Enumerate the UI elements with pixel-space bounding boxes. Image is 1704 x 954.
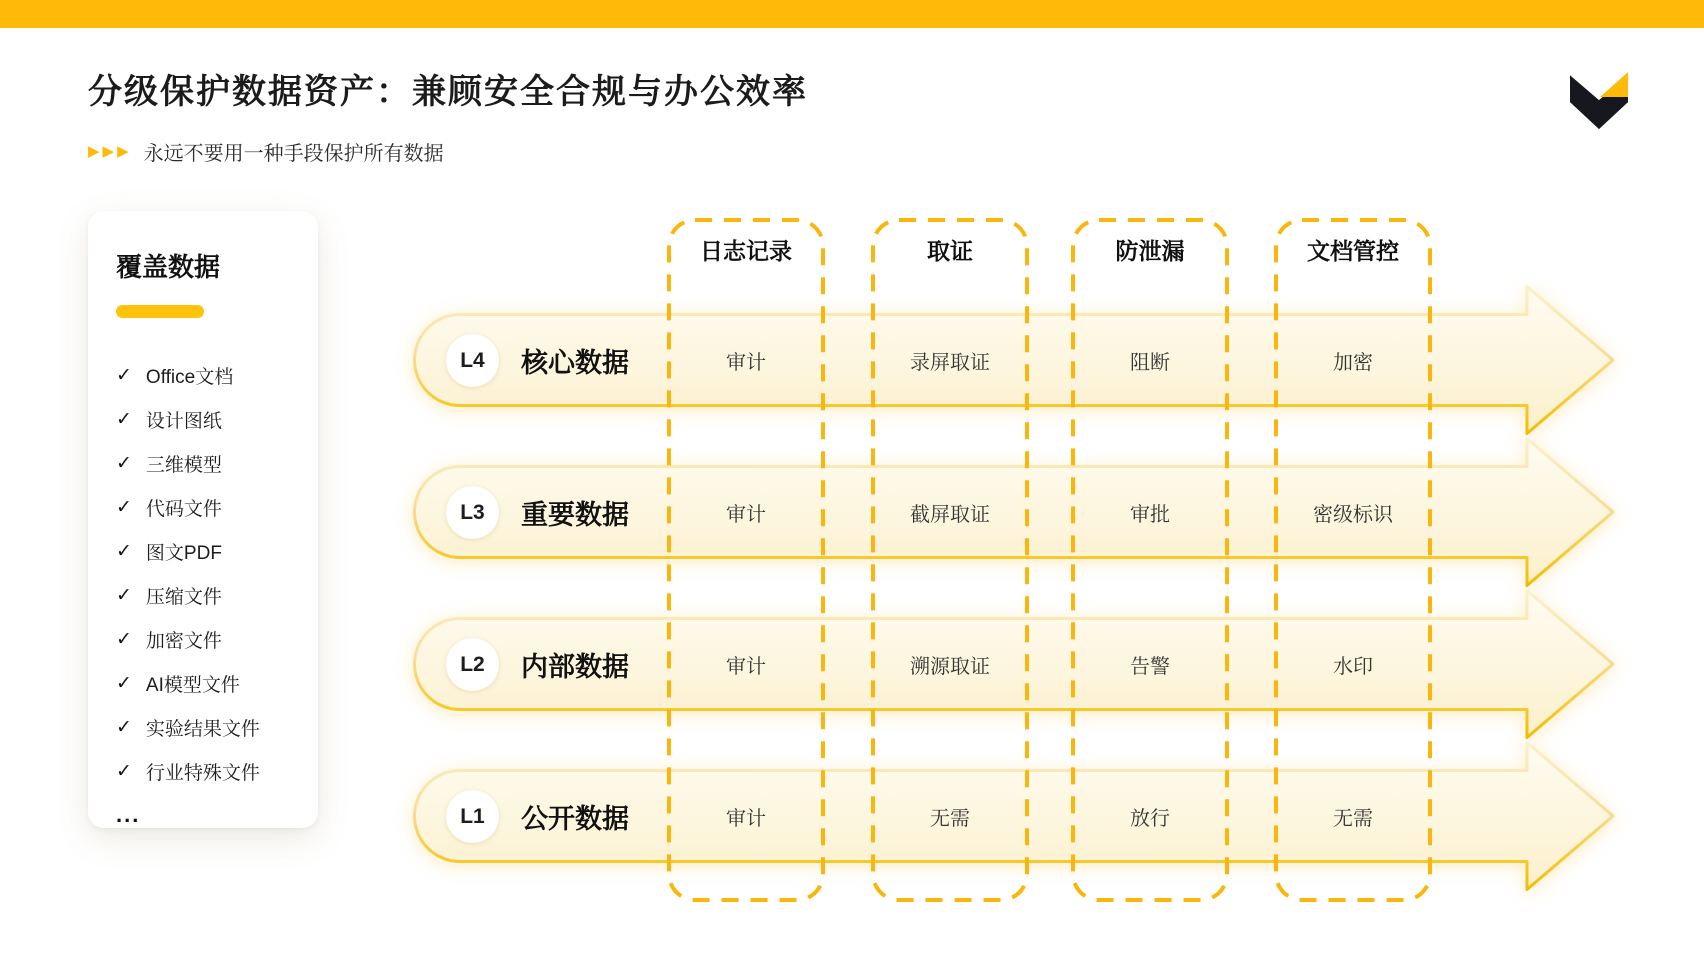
check-icon: ✓ [116,365,132,386]
list-more-ellipsis: ... [116,802,141,827]
list-item-label: 设计图纸 [145,411,222,432]
row-l3-important-data [413,436,1618,588]
matrix-cell: 审计 [726,503,766,526]
list-item-label: 图文PDF [145,543,222,564]
matrix-cell: 审批 [1130,503,1170,526]
check-icon: ✓ [116,497,132,518]
level-badge: L2 [446,638,499,691]
matrix-cell: 溯源取证 [910,655,990,678]
matrix-cell: 审计 [726,655,766,678]
covered-data-card [88,211,318,828]
level-badge: L3 [446,486,499,539]
row-l4-core-data [413,284,1618,436]
row-l2-internal-data [413,588,1618,740]
list-item [116,582,292,609]
check-icon: ✓ [116,409,132,430]
triangle-bullets-icon: ▶▶▶ [88,143,132,160]
list-item-label: 加密文件 [145,631,222,652]
matrix-cell: 无需 [930,807,970,830]
row-label: 公开数据 [521,803,629,834]
list-item [116,362,292,389]
top-accent-bar [0,0,1704,28]
list-item [116,406,292,433]
list-item-label: Office文档 [145,367,234,388]
list-item-label: 行业特殊文件 [145,763,260,784]
list-item [116,538,292,565]
list-item [116,494,292,521]
card-title: 覆盖数据 [116,252,221,282]
check-icon: ✓ [116,541,132,562]
list-item-label: 三维模型 [145,455,222,476]
matrix-cell: 放行 [1130,807,1170,830]
matrix-cell: 密级标识 [1313,503,1393,526]
check-icon: ✓ [116,585,132,606]
level-badge: L4 [446,334,499,387]
row-label: 核心数据 [521,347,629,378]
subtitle-text: 永远不要用一种手段保护所有数据 [143,143,444,165]
check-icon: ✓ [116,673,132,694]
matrix-cell: 告警 [1130,655,1170,678]
matrix-cell: 审计 [726,351,766,374]
brand-logo-icon [1570,64,1628,130]
matrix-cell: 录屏取证 [910,351,990,374]
row-l1-public-data [413,740,1618,892]
check-icon: ✓ [116,453,132,474]
matrix-cell: 水印 [1333,655,1373,678]
matrix-cell: 加密 [1333,351,1373,374]
matrix-cell: 审计 [726,807,766,830]
list-item [116,450,292,477]
level-badge: L1 [446,790,499,843]
matrix-cell: 截屏取证 [910,503,990,526]
row-label: 重要数据 [521,499,629,530]
list-item [116,714,292,741]
title-underline-pill [116,305,204,318]
column-header-doc-control: 文档管控 [1307,238,1399,264]
list-item [116,626,292,653]
check-icon: ✓ [116,717,132,738]
column-header-logging: 日志记录 [700,238,792,264]
matrix-cell: 阻断 [1130,351,1170,374]
list-item-label: 实验结果文件 [145,719,260,740]
list-item-label: AI模型文件 [145,675,240,696]
page-subtitle [88,137,444,166]
check-icon: ✓ [116,629,132,650]
list-item [116,758,292,785]
matrix-cell: 无需 [1333,807,1373,830]
row-label: 内部数据 [521,651,629,682]
covered-data-list [116,362,292,828]
check-icon: ✓ [116,761,132,782]
list-item-label: 代码文件 [145,499,222,520]
column-header-leak-prevention: 防泄漏 [1115,238,1185,264]
page-title: 分级保护数据资产：兼顾安全合规与办公效率 [88,73,808,111]
list-item-label: 压缩文件 [145,587,222,608]
list-item [116,670,292,697]
column-header-forensics: 取证 [927,238,973,264]
